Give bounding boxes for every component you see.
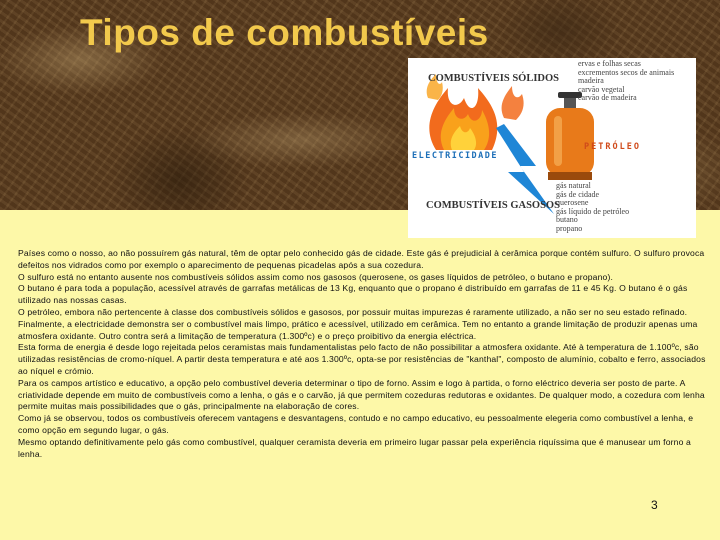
paragraph: O butano é para toda a população, acessível através de garrafas metálicas de 13 Kg, enquanto que o propano é distribuído em garrafas de 11 e 45 Kg. O butano é o gás utilizado nas nossas casas. — [18, 283, 688, 306]
electricity-label: ELECTRICIDADE — [412, 151, 499, 161]
paragraph: Mesmo optando definitivamente pelo gás como combustível, qualquer ceramista deveria em primeiro lugar passar pela experiência riquíssima que é manusear um forno a lenha. — [18, 436, 691, 459]
paragraph: O sulfuro está no entanto ausente nos combustíveis sólidos assim como nos gasosos (querosene, os gases líquidos de petróleo, o butano e propano). — [18, 271, 614, 282]
gaseous-fuels-list — [556, 182, 629, 233]
paragraph: Países como o nosso, ao não possuírem gás natural, têm de optar pelo conhecido gás de cidade. Este gás é prejudicial à cerâmica porque contém sulfuro. O sulfuro provoca defeitos nos vidrados como por exemplo o aparecimento de pequenas picadelas após a sua cozedura. — [18, 248, 705, 270]
page-number: 3 — [651, 498, 658, 512]
list-item: carvão vegetal — [578, 84, 625, 94]
solid-fuels-label: COMBUSTÍVEIS SÓLIDOS — [428, 73, 559, 84]
petroleum-label: PETRÓLEO — [584, 142, 641, 152]
list-item: propano — [556, 223, 583, 233]
list-item: carvão de madeira — [578, 93, 637, 102]
paragraph: O petróleo, embora não pertencente à classe dos combustíveis sólidos e gasosos, por possuir muitas impurezas é raramente utilizado, a não ser no seu estado refinado. — [18, 306, 688, 317]
paragraph: Finalmente, a electricidade demonstra ser o combustível mais limpo, prático e acessível, utilizado em cerâmica. Tem no entanto a grande limitação de produzir apenas uma atmosfera oxidante. Outro contra será a limitação de temperatura (1.300ºc) e o preço proibitivo da energia eléctrica. — [18, 318, 698, 341]
gas-cylinder-icon — [546, 92, 594, 180]
paragraph: Para os campos artístico e educativo, a opção pelo combustível deveria determinar o tipo de forno. Assim e logo à partida, o forno eléctrico deveria ser posto de parte. A criatividade depende em muito de combustíveis como a lenha, o gás e o carvão, já que permitem cozeduras redutoras e oxidantes. De qualquer modo, a cozedura com lenha permite muitas mais possibilidades que o gás, principalmente na elaboração de cores. — [18, 377, 705, 412]
solid-fuels-list — [578, 60, 674, 103]
list-item: excrementos secos de animais — [578, 67, 675, 77]
gaseous-fuels-label: COMBUSTÍVEIS GASOSOS — [426, 200, 560, 211]
list-item: madeira — [578, 76, 604, 85]
paragraph: Como já se observou, todos os combustíveis oferecem vantagens e desvantagens, contudo e no campo educativo, eu pessoalmente elegeria como combustível a lenha, e como opção em segundo lugar, o gás. — [18, 413, 694, 435]
list-item: gás natural — [556, 181, 591, 190]
fuel-types-figure — [408, 58, 696, 238]
list-item: gás de cidade — [556, 189, 600, 199]
list-item: querosene — [556, 198, 589, 207]
body-text — [18, 248, 714, 460]
list-item: gás líquido de petróleo — [556, 206, 630, 216]
list-item: ervas e folhas secas — [578, 59, 641, 68]
paragraph: Esta forma de energia é desde logo rejeitada pelos ceramistas mais fundamentalistas pelo facto de não possibilitar a atmosfera oxidante. Até à temperatura de 1.100ºc, são utilizadas resistências de cromo-níquel. A partir desta temperatura e até aos 1.300ºc, opta-se por resistências de "kanthal", composto de alumínio, cobalto e ferro, associados ao níquel e crómio. — [18, 342, 706, 376]
list-item: butano — [556, 215, 578, 224]
slide-title: Tipos de combustíveis — [80, 12, 489, 53]
